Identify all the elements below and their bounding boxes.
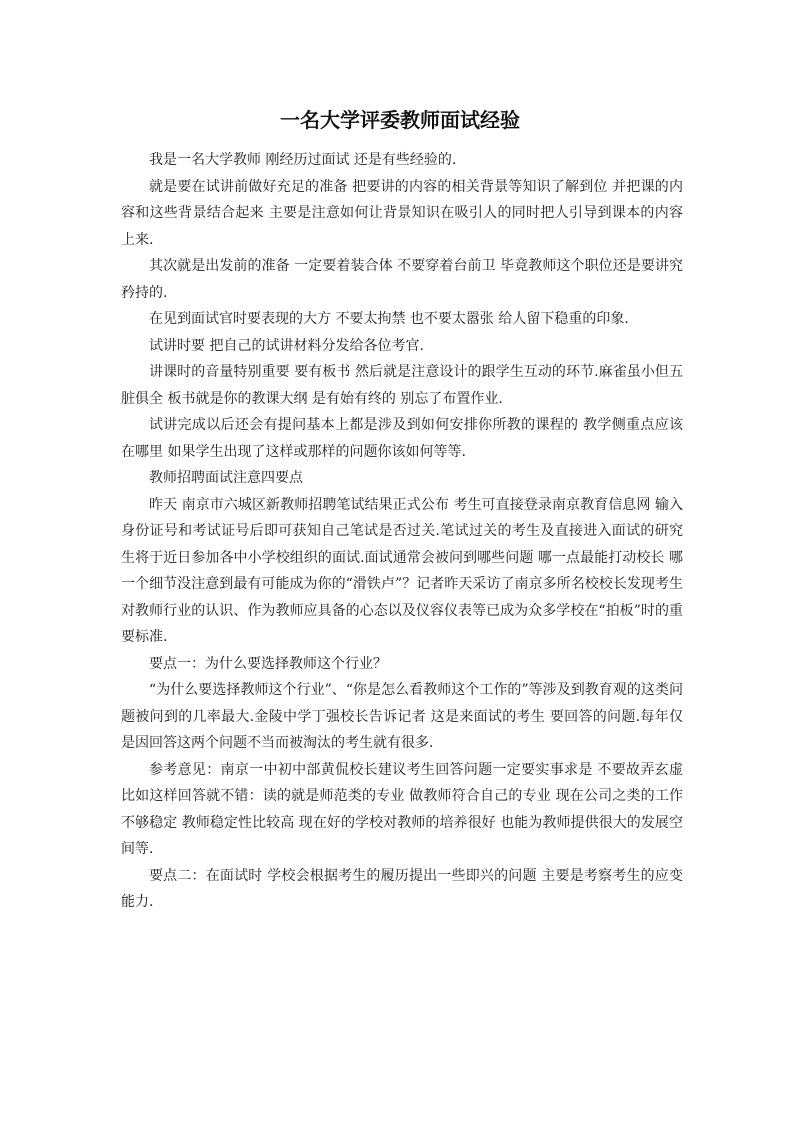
paragraph-preparation: 就是要在试讲前做好充足的准备 把要讲的内容的相关背景等知识了解到位 并把课的内容和这些背景结合起来 主要是注意如何让背景知识在吸引人的同时把人引导到课本的内容上来.	[121, 178, 683, 248]
paragraph-attire: 其次就是出发前的准备 一定要着装合体 不要穿着台前卫 毕竟教师这个职位还是要讲究矜持的.	[121, 258, 683, 301]
paragraph-demeanor: 在见到面试官时要表现的大方 不要太拘禁 也不要太嚣张 给人留下稳重的印象.	[149, 311, 629, 327]
paragraph-materials: 试讲时要 把自己的试讲材料分发给各位考官.	[149, 337, 424, 354]
paragraph-intro: 我是一名大学教师 刚经历过面试 还是有些经验的.	[149, 152, 457, 168]
section-heading: 教师招聘面试注意四要点	[149, 470, 303, 486]
document-body	[121, 147, 683, 916]
paragraph-point-two: 要点二：在面试时 学校会根据考生的履历提出一些即兴的问题 主要是考察考生的应变能力.	[121, 867, 683, 910]
paragraph-lecture: 讲课时的音量特别重要 要有板书 然后就是注意设计的跟学生互动的环节.麻雀虽小但五脏俱全 板书就是你的教课大纲 是有始有终的 别忘了布置作业.	[121, 364, 683, 407]
paragraph-advice: 参考意见：南京一中初中部黄侃校长建议考生回答问题一定要实事求是 不要故弄玄虚比如这样回答就不错：读的就是师范类的专业 做教师符合自己的专业 现在公司之类的工作不够稳定 教师稳定性比较高 现在好的学校对教师的培养很好 也能为教师提供很大的发展空间等.	[121, 761, 683, 857]
paragraph-point-one: “为什么要选择教师这个行业”、“你是怎么看教师这个工作的”等涉及到教育观的这类问题被问到的几率最大.金陵中学丁强校长告诉记者 这是来面试的考生 要回答的问题.每年仅是因回答这两个问题不当而被淘汰的考生就有很多.	[121, 682, 683, 751]
paragraph-news: 昨天 南京市六城区新教师招聘笔试结果正式公布 考生可直接登录南京教育信息网 输入身份证号和考试证号后即可获知自己笔试是否过关.笔试过关的考生及直接进入面试的研究生将于近日参加各中小学校组织的面试.面试通常会被问到哪些问题 哪一点最能打动校长 哪一个细节没注意到最有可能成为你的“滑铁卢”？记者昨天采访了南京多所名校校长发现考生对教师行业的认识、作为教师应具备的心态以及仪容仪表等已成为众多学校在“拍板”时的重要标准.	[121, 496, 683, 645]
document-title: 一名大学评委教师面试经验	[280, 108, 520, 132]
point-one-heading: 要点一：为什么要选择教师这个行业？	[149, 655, 387, 672]
paragraph-questions: 试讲完成以后还会有提问基本上都是涉及到如何安排你所教的课程的 教学侧重点应该在哪里 如果学生出现了这样或那样的问题你该如何等等.	[121, 417, 683, 460]
